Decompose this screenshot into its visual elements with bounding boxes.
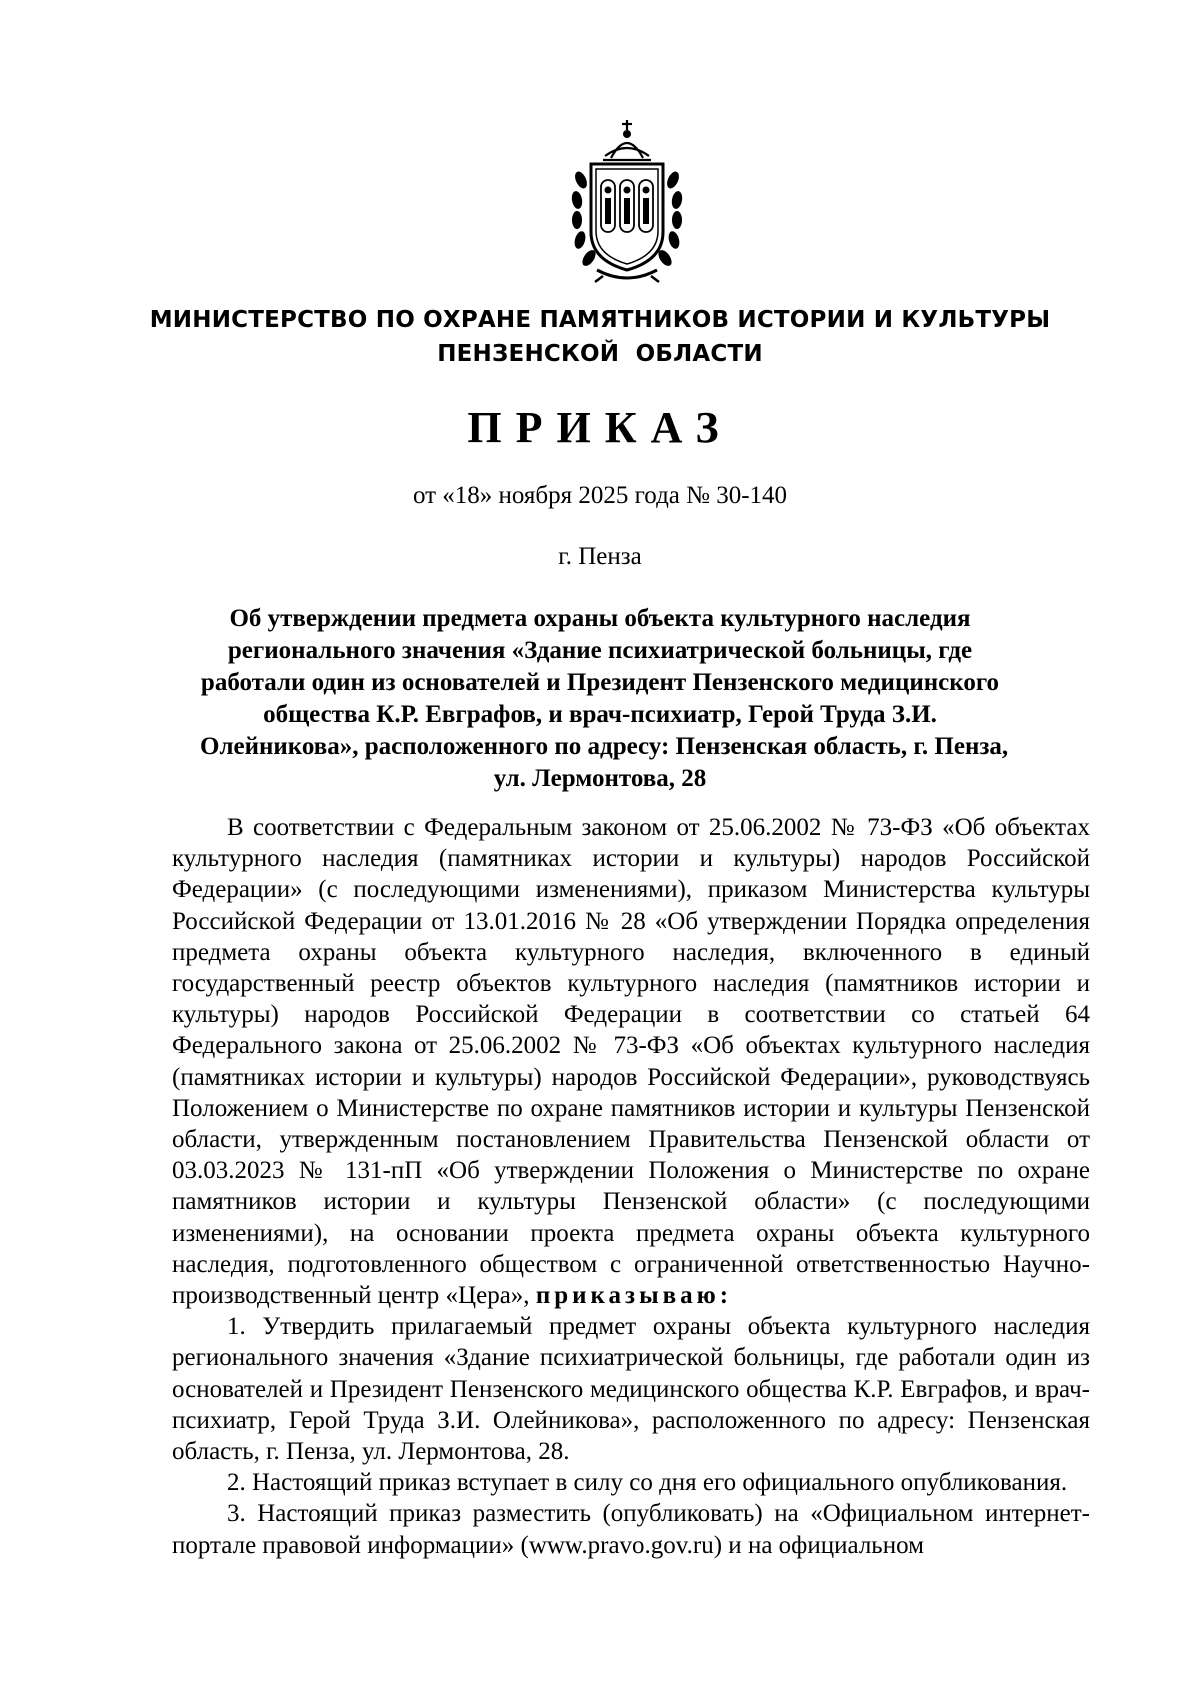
subject-line: Олейникова», расположенного по адресу: Пензенская область, г. Пенза, xyxy=(200,733,1009,760)
order-city: г. Пенза xyxy=(558,543,642,570)
order-item: 2. Настоящий приказ вступает в силу со дня его официального опубликования. xyxy=(227,1469,1068,1497)
order-date-number: от «18» ноября 2025 года № 30-140 xyxy=(412,482,788,509)
order-body xyxy=(172,812,1090,1561)
ministry-name-line-1: МИНИСТЕРСТВО ПО ОХРАНЕ ПАМЯТНИКОВ ИСТОРИИ И КУЛЬТУРЫ xyxy=(149,307,1051,333)
subject-line: Об утверждении предмета охраны объекта культурного наследия xyxy=(229,605,971,632)
subject-line: общества К.Р. Евграфов, и врач-психиатр, Герой Труда З.И. xyxy=(263,701,937,728)
coat-of-arms-icon xyxy=(567,110,687,284)
preamble-text: В соответствии с Федеральным законом от 25.06.2002 № 73-ФЗ «Об объектах культурного наследия (памятниках истории и культуры) народов Российской Федерации» (с последующими изменениями), приказом Министерства культуры Российской Федерации от 13.01.2016 № 28 «Об утверждении Порядка определения предмета охраны объекта культурного наследия, включенного в единый государственный реестр объектов культурного наследия (памятников истории и культуры) народов Российской Федерации в соответствии со статьей 64 Федерального закона от 25.06.2002 № 73-ФЗ «Об объектах культурного наследия (памятниках истории и культуры) народов Российской Федерации», руководствуясь Положением о Министерстве по охране памятников истории и культуры Пензенской области, утвержденным постановлением Правительства Пензенской области от 03.03.2023 № 131-пП «Об утверждении Положения о Министерстве по охране памятников истории и культуры Пензенской области» (с последующими изменениями), на основании проекта предмета охраны объекта культурного наследия, подготовленного обществом с ограниченной ответственностью Научно-производственный центр «Цера», xyxy=(172,814,1090,1310)
ministry-name-line-2: ПЕНЗЕНСКОЙ ОБЛАСТИ xyxy=(437,341,763,367)
preamble-paragraph xyxy=(172,812,1090,1311)
subject-line: работали один из основателей и Президент Пензенского медицинского xyxy=(200,669,1000,696)
order-subject xyxy=(200,603,1009,795)
order-item: 3. Настоящий приказ разместить (опубликовать) на «Официальном интернет-портале правовой информации» (www.pravo.gov.ru) и на официальном xyxy=(172,1500,1090,1559)
subject-line: регионального значения «Здание психиатрической больницы, где xyxy=(227,637,973,664)
order-word: приказываю: xyxy=(535,1282,733,1310)
subject-line: ул. Лермонтова, 28 xyxy=(493,765,707,792)
document-type-title: ПРИКАЗ xyxy=(467,403,733,452)
order-item: 1. Утвердить прилагаемый предмет охраны объекта культурного наследия регионального значения «Здание психиатрической больницы, где работали один из основателей и Президент Пензенского медицинского общества К.Р. Евграфов, и врач-психиатр, Герой Труда З.И. Олейникова», расположенного по адресу: Пензенская область, г. Пенза, ул. Лермонтова, 28. xyxy=(172,1313,1090,1466)
